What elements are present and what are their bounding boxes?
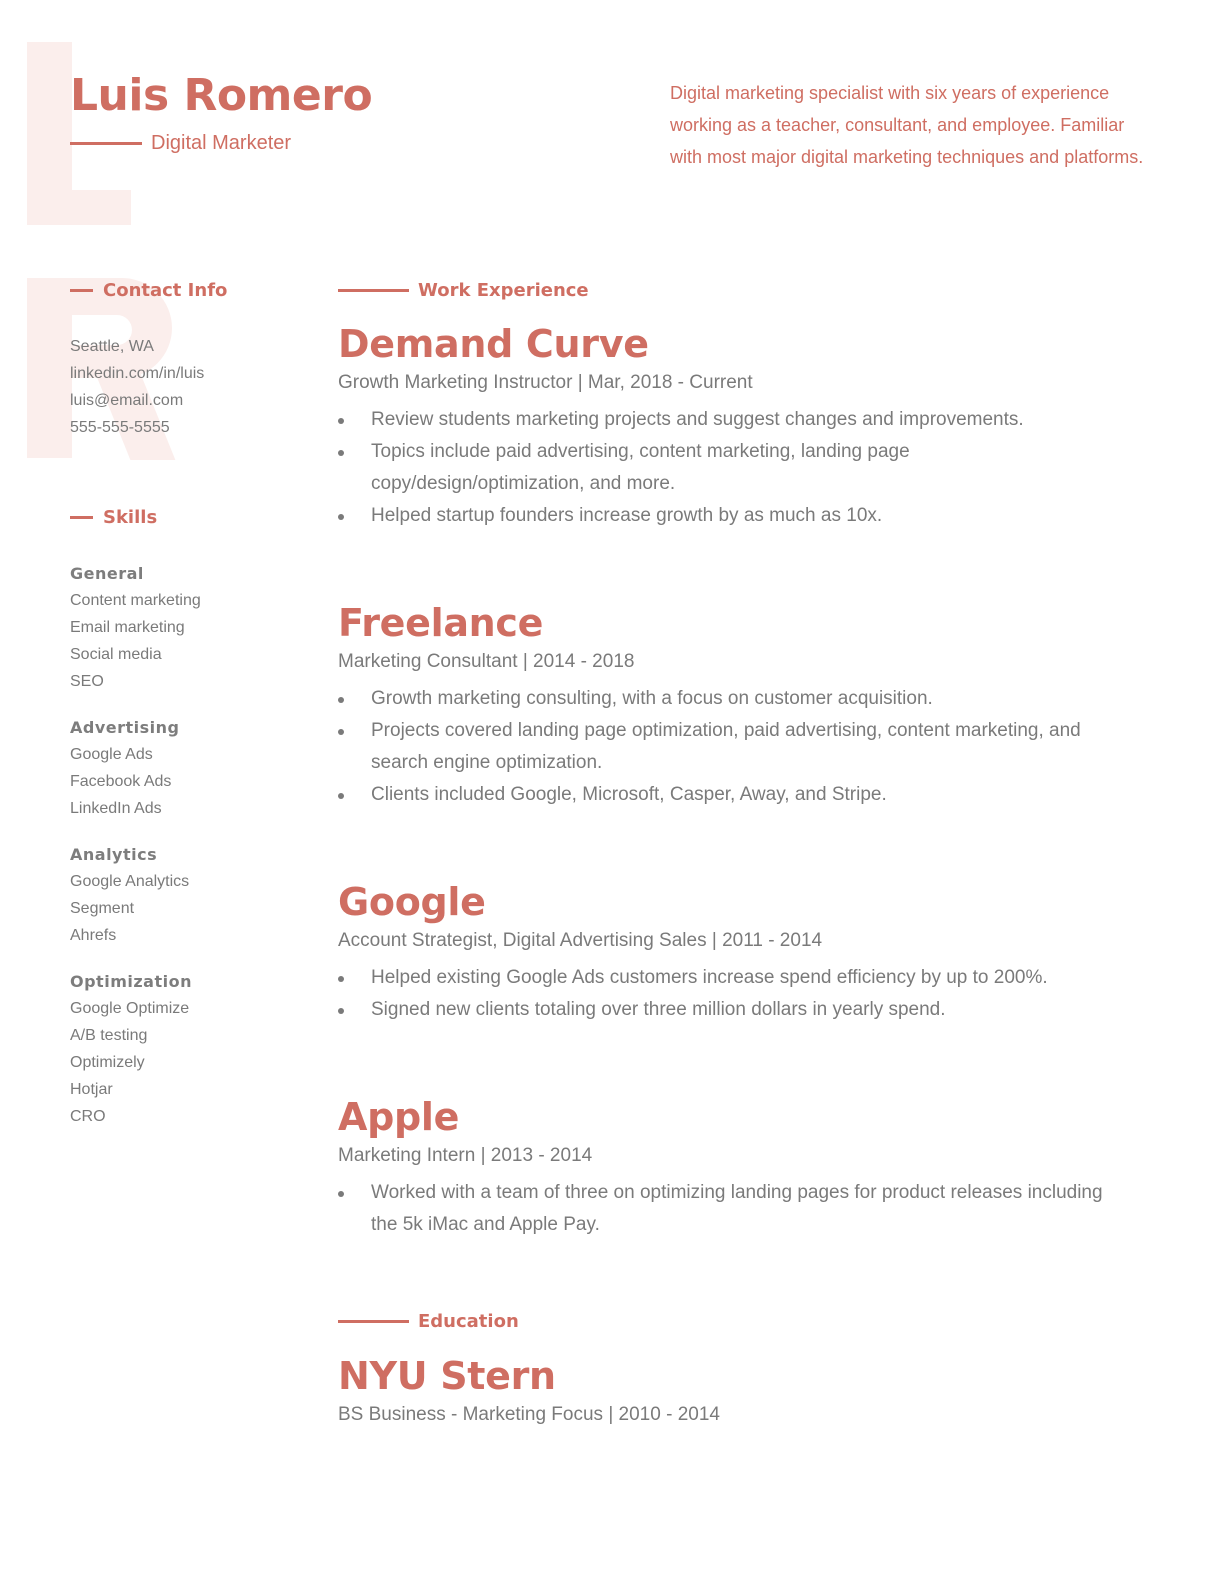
job-entry bbox=[338, 1095, 1138, 1241]
contact-heading bbox=[70, 280, 227, 301]
skill-item: Segment bbox=[70, 900, 135, 917]
monogram-letter-l-foot bbox=[27, 190, 131, 225]
skill-group-general bbox=[70, 560, 290, 695]
skill-item: LinkedIn Ads bbox=[70, 800, 162, 817]
job-bullet: Helped existing Google Ads customers increase spend efficiency by up to 200%. bbox=[338, 962, 1138, 994]
contact-heading-label: Contact Info bbox=[103, 280, 228, 301]
skill-item: A/B testing bbox=[70, 1027, 148, 1044]
contact-phone: 555-555-5555 bbox=[70, 419, 170, 436]
profile-summary: Digital marketing specialist with six years of experience working as a teacher, consultant, and employee. Familiar with most major digital marketing techniques and platforms. bbox=[670, 83, 1144, 167]
job-bullet: Signed new clients totaling over three million dollars in yearly spend. bbox=[338, 994, 1138, 1026]
degree: BS Business - Marketing Focus | 2010 - 2014 bbox=[338, 1404, 720, 1425]
skill-group-advertising bbox=[70, 714, 290, 822]
skills-heading bbox=[70, 507, 157, 528]
job-bullets bbox=[338, 683, 1138, 811]
contact-info bbox=[70, 333, 204, 441]
contact-linkedin[interactable]: linkedin.com/in/luis bbox=[70, 365, 205, 382]
job-bullets bbox=[338, 1177, 1138, 1241]
job-role: Growth Marketing Instructor | Mar, 2018 - Current bbox=[338, 372, 753, 393]
skills-list bbox=[70, 560, 290, 1149]
skill-item: Facebook Ads bbox=[70, 773, 172, 790]
skill-item: Content marketing bbox=[70, 592, 201, 609]
company-name: Google bbox=[338, 880, 486, 924]
education-heading bbox=[338, 1311, 1138, 1332]
skill-item: Hotjar bbox=[70, 1081, 113, 1098]
skill-item: Google Optimize bbox=[70, 1000, 190, 1017]
skill-item: Social media bbox=[70, 646, 162, 663]
skill-group-optimization bbox=[70, 968, 290, 1130]
company-name: Freelance bbox=[338, 601, 544, 645]
job-entry bbox=[338, 880, 1138, 1026]
skills-heading-label: Skills bbox=[103, 507, 158, 528]
skill-category: General bbox=[70, 564, 144, 583]
candidate-name: Luis Romero bbox=[70, 70, 373, 121]
skill-category: Analytics bbox=[70, 845, 158, 864]
heading-divider bbox=[70, 289, 93, 292]
school-name: NYU Stern bbox=[338, 1354, 556, 1398]
job-title-row bbox=[70, 132, 291, 155]
job-bullet: Topics include paid advertising, content marketing, landing page copy/design/optimization, and more. bbox=[338, 436, 1011, 500]
job-bullet: Helped startup founders increase growth by as much as 10x. bbox=[338, 500, 1138, 532]
job-bullets bbox=[338, 404, 1138, 532]
skill-item: Google Ads bbox=[70, 746, 153, 763]
job-title: Digital Marketer bbox=[151, 132, 292, 154]
job-entry bbox=[338, 322, 1138, 532]
contact-location: Seattle, WA bbox=[70, 338, 154, 355]
job-entry bbox=[338, 601, 1138, 811]
company-name: Apple bbox=[338, 1095, 460, 1139]
heading-divider bbox=[338, 1320, 409, 1323]
skill-category: Optimization bbox=[70, 972, 192, 991]
skill-item: Google Analytics bbox=[70, 873, 190, 890]
job-bullet: Projects covered landing page optimization, paid advertising, content marketing, and search engine optimization. bbox=[338, 715, 1138, 779]
skill-group-analytics bbox=[70, 841, 290, 949]
job-role: Account Strategist, Digital Advertising Sales | 2011 - 2014 bbox=[338, 930, 823, 951]
education-entry bbox=[338, 1354, 1138, 1426]
job-bullet: Worked with a team of three on optimizing landing pages for product releases including the 5k iMac and Apple Pay. bbox=[338, 1177, 1111, 1241]
contact-email[interactable]: luis@email.com bbox=[70, 392, 184, 409]
job-role: Marketing Consultant | 2014 - 2018 bbox=[338, 651, 635, 672]
title-divider bbox=[70, 142, 142, 145]
work-heading-label: Work Experience bbox=[418, 280, 589, 301]
skill-item: Optimizely bbox=[70, 1054, 145, 1071]
skill-item: Ahrefs bbox=[70, 927, 117, 944]
skill-category: Advertising bbox=[70, 718, 180, 737]
education-heading-label: Education bbox=[418, 1311, 519, 1332]
skill-item: SEO bbox=[70, 673, 104, 690]
heading-divider bbox=[338, 289, 409, 292]
job-bullet: Growth marketing consulting, with a focus on customer acquisition. bbox=[338, 683, 1138, 715]
skill-item: Email marketing bbox=[70, 619, 185, 636]
job-bullet: Review students marketing projects and suggest changes and improvements. bbox=[338, 404, 1138, 436]
job-bullet: Clients included Google, Microsoft, Casper, Away, and Stripe. bbox=[338, 779, 1138, 811]
work-experience-heading bbox=[338, 280, 1138, 301]
job-bullets bbox=[338, 962, 1138, 1026]
skill-item: CRO bbox=[70, 1108, 106, 1125]
company-name: Demand Curve bbox=[338, 322, 649, 366]
heading-divider bbox=[70, 516, 93, 519]
job-role: Marketing Intern | 2013 - 2014 bbox=[338, 1145, 593, 1166]
